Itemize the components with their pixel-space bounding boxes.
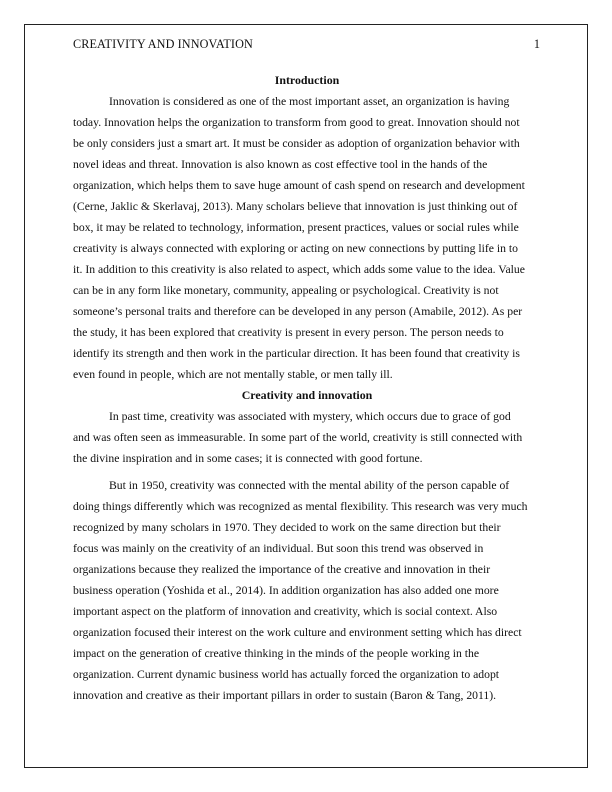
paragraph-1950: But in 1950, creativity was connected with the mental ability of the person capable of doing things differently which was recognized as mental flexibility. This research was very much recognized by many scholars in 1970. They decided to work on the same direction but their focus was mainly on the creativity of an individual. But soon this trend was observed in organizations because they realized the importance of the creative and innovation in their business operation (Yoshida et al., 2014). In addition organization has also added one more important aspect on the platform of innovation and creativity, which is social context. Also organization focused their interest on the work culture and environment setting which has direct impact on the generation of creative thinking in the minds of the people working in the organization. Current dynamic business world has actually forced the organization to adopt innovation and creative as their important pillars in order to sustain (Baron & Tang, 2011).: [73, 479, 528, 702]
document-page: [24, 24, 588, 768]
document-body: [73, 70, 541, 706]
running-head: CREATIVITY AND INNOVATION: [73, 37, 253, 51]
paragraph-introduction: Innovation is considered as one of the most important asset, an organization is having today. Innovation helps the organization to transform from good to great. Innovation should not be only considers just a smart art. It must be consider as adoption of organization behavior with novel ideas and threat. Innovation is also known as cost effective tool in the hands of the organization, which helps them to save huge amount of cash spend on research and development (Cerne, Jaklic & Skerlavaj, 2013). Many scholars believe that innovation is just thinking out of box, it may be related to technology, information, present practices, values or social rules while creativity is always connected with exploring or acting on new connections by putting life in to it. In addition to this creativity is also related to aspect, which adds some value to the idea. Value can be in any form like monetary, community, appealing or psychological. Creativity is not someone’s personal traits and therefore can be developed in any person (Amabile, 2012). As per the study, it has been explored that creativity is present in every person. The person needs to identify its strength and then work in the particular direction. It has been found that creativity is even found in people, which are not mentally stable, or men tally ill.: [73, 95, 525, 381]
section-heading-creativity-and-innovation: Creativity and innovation: [241, 388, 373, 402]
section-heading-introduction: Introduction: [274, 73, 340, 87]
paragraph-past-time: In past time, creativity was associated with mystery, which occurs due to grace of god and was often seen as immeasurable. In some part of the world, creativity is still connected with the divine inspiration and in some cases; it is connected with good fortune.: [73, 410, 523, 465]
page-number: 1: [533, 37, 540, 51]
